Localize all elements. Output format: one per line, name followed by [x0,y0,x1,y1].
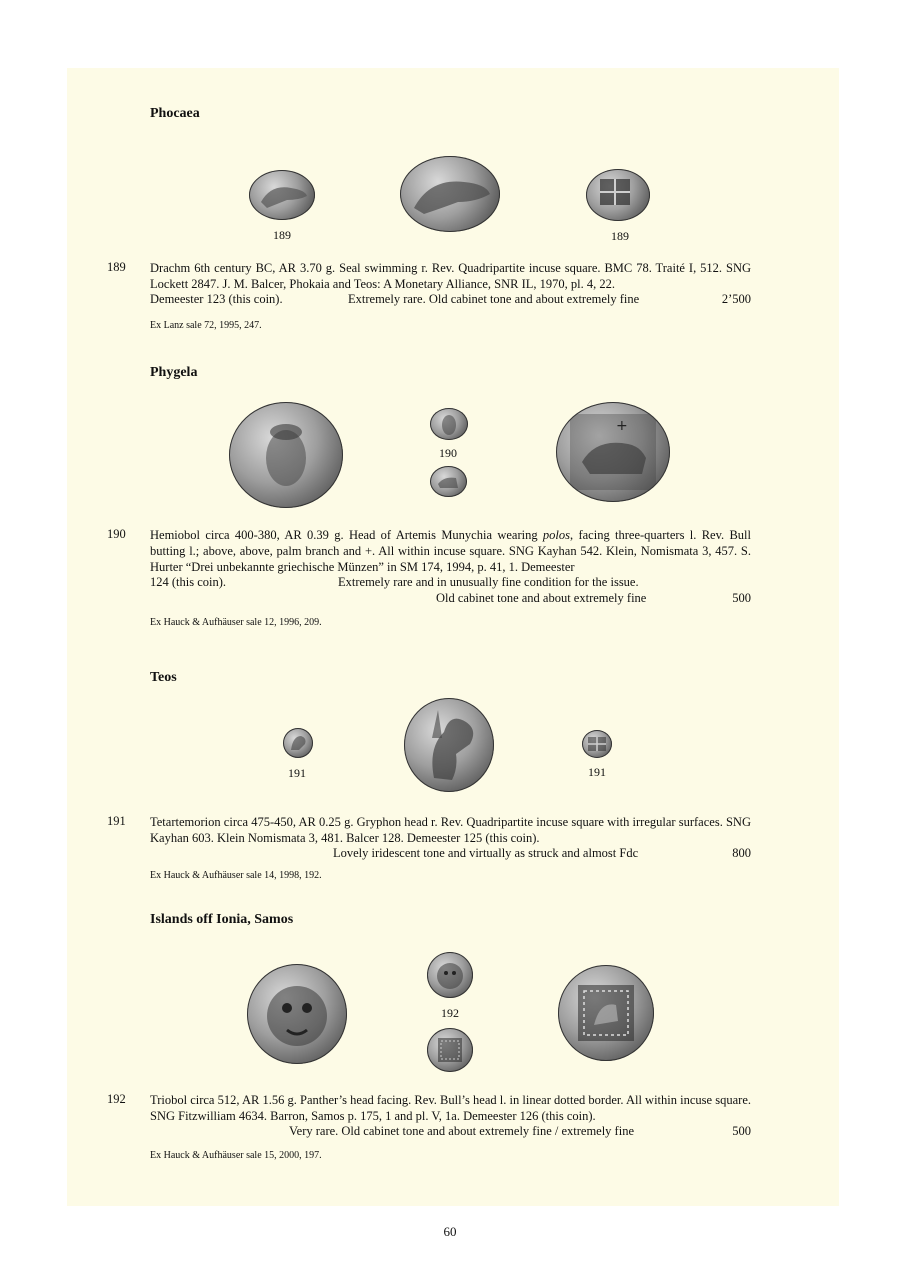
coin-label: 189 [611,229,629,243]
section-title-phocaea: Phocaea [150,106,200,121]
lot-description-last-line: 124 (this coin). [150,575,227,589]
lot-provenance: Ex Hauck & Aufhäuser sale 14, 1998, 192. [150,870,322,881]
lot-price: 2’500 [721,292,751,306]
lot-provenance: Ex Hauck & Aufhäuser sale 12, 1996, 209. [150,617,322,628]
coin-189-reverse [586,169,650,221]
coin-190-obverse-small [430,408,468,440]
coin-191-obverse-large [404,698,494,792]
coin-190-obverse-large [229,402,343,508]
coin-192-reverse-large [558,965,654,1061]
lot-price: 500 [732,591,751,605]
lot-grade: Lovely iridescent tone and virtually as struck and almost Fdc [333,846,639,860]
coin-label: 191 [588,765,606,779]
lot-number: 192 [107,1092,126,1106]
lot-number: 191 [107,814,126,828]
section-title-teos: Teos [150,670,177,685]
lot-grade: Extremely rare. Old cabinet tone and about extremely fine [348,292,640,306]
lot-description-last-line: Demeester 123 (this coin). [150,292,283,306]
page-number: 60 [443,1224,457,1239]
coin-191-reverse-small [582,730,612,758]
coin-190-reverse-large [556,402,670,502]
coin-label: 191 [288,766,306,780]
section-title-samos: Islands off Ionia, Samos [150,912,294,927]
coin-190-reverse-small [430,466,467,497]
coin-191-obverse-small [283,728,313,758]
lot-number: 190 [107,527,126,541]
section-title-phygela: Phygela [150,365,198,380]
coin-189-obverse-small [249,170,315,220]
coin-label: 189 [273,228,291,242]
coin-label: 190 [439,446,457,460]
coin-192-obverse-small [427,952,473,998]
lot-grade: Extremely rare and in unusually fine condition for the issue. [338,575,639,589]
lot-description: Triobol circa 512, AR 1.56 g. Panther’s head facing. Rev. Bull’s head l. in linear dotted border. All within incuse square. SNG Fitzwilliam 4634. Barron, Samos p. 175, 1 and pl. V, 1a. Demeester 126 (this coin). [150,1093,751,1123]
lot-description: Hemiobol circa 400-380, AR 0.39 g. Head of Artemis Munychia wearing polos, facing three-quarters l. Rev. Bull butting l.; above, above, palm branch and +. All within incuse square. SNG Kayhan 542. Klein, Nomismata 3, 457. S. Hurter “Drei unbekannte griechische Münzen” in SM 174, 1994, p. 41, 1. Demeester [150,528,752,574]
coin-189-obverse-large [400,156,500,232]
lot-description: Drachm 6th century BC, AR 3.70 g. Seal swimming r. Rev. Quadripartite incuse square. BMC 78. Traité I, 512. SNG Lockett 2847. J. M. Balcer, Phokaia and Teos: A Monetary Alliance, SNR IL, 1970, pl. 4, 22. [150,261,751,291]
coin-192-obverse-large [247,964,347,1064]
coin-192-reverse-small [427,1028,473,1072]
lot-provenance: Ex Lanz sale 72, 1995, 247. [150,320,262,331]
lot-grade-line-2: Old cabinet tone and about extremely fine [436,591,647,605]
lot-price: 500 [732,1124,751,1138]
lot-grade: Very rare. Old cabinet tone and about extremely fine / extremely fine [289,1124,634,1138]
lot-price: 800 [732,846,751,860]
lot-provenance: Ex Hauck & Aufhäuser sale 15, 2000, 197. [150,1150,322,1161]
coin-label: 192 [441,1006,459,1020]
lot-description: Tetartemorion circa 475-450, AR 0.25 g. Gryphon head r. Rev. Quadripartite incuse square with irregular surfaces. SNG Kayhan 603. Klein Nomismata 3, 481. Balcer 128. Demeester 125 (this coin). [150,815,751,845]
lot-number: 189 [107,260,126,274]
svg-text:+: + [616,418,628,434]
